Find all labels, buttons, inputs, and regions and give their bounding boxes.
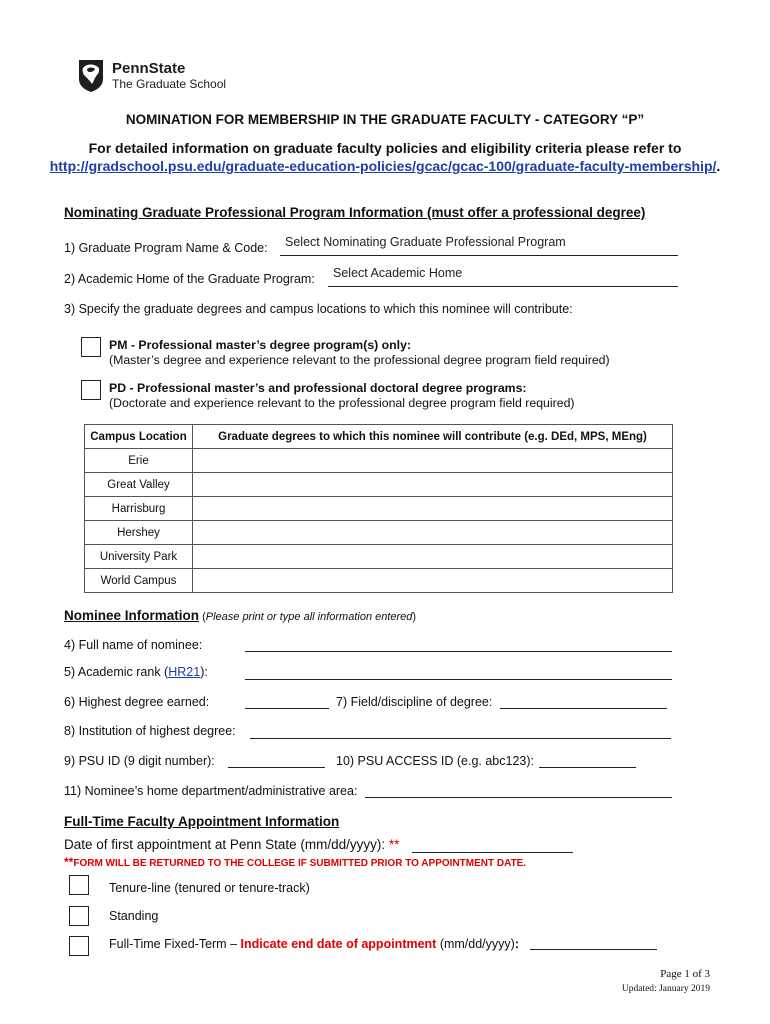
fixed-term-red: Indicate end date of appointment bbox=[240, 937, 437, 951]
table-row bbox=[85, 521, 673, 545]
table-row bbox=[85, 545, 673, 569]
fixed-term-checkbox[interactable] bbox=[69, 936, 89, 956]
q7-label: 7) Field/discipline of degree: bbox=[336, 695, 493, 709]
degrees-header: Graduate degrees to which this nominee will contribute (e.g. DEd, MPS, MEng) bbox=[193, 425, 673, 449]
standing-label: Standing bbox=[109, 909, 159, 923]
q4-label: 4) Full name of nominee: bbox=[64, 638, 203, 652]
appointment-section-heading: Full-Time Faculty Appointment Information bbox=[64, 814, 340, 829]
intro-text: For detailed information on graduate faculty policies and eligibility criteria please refer to bbox=[88, 140, 682, 156]
q5-prefix: 5) Academic rank ( bbox=[64, 665, 169, 679]
q11-label: 11) Nominee’s home department/administrative area: bbox=[64, 784, 358, 798]
fixed-term-prefix: Full-Time Fixed-Term – bbox=[109, 937, 241, 951]
intro-period: . bbox=[716, 158, 721, 174]
pd-checkbox[interactable] bbox=[81, 380, 101, 400]
warning-message: FORM WILL BE RETURNED TO THE COLLEGE IF SUBMITTED PRIOR TO APPOINTMENT DATE. bbox=[73, 858, 527, 869]
nominee-heading-line bbox=[64, 608, 416, 623]
q5-suffix: ): bbox=[200, 665, 208, 679]
table-row bbox=[85, 569, 673, 593]
tenure-line-label: Tenure-line (tenured or tenure-track) bbox=[109, 881, 310, 895]
degrees-input-cell[interactable] bbox=[193, 473, 673, 497]
campus-name: Erie bbox=[85, 449, 193, 473]
date-marker: ** bbox=[388, 837, 400, 852]
pd-title: PD - Professional master’s and professional doctoral degree programs: bbox=[109, 381, 527, 395]
nittany-lion-shield-icon bbox=[78, 59, 104, 93]
pd-note: (Doctorate and experience relevant to the professional degree program field required) bbox=[109, 396, 575, 410]
q5-label bbox=[64, 665, 208, 679]
access-id-field[interactable] bbox=[539, 767, 636, 768]
first-appointment-line bbox=[64, 837, 399, 852]
penn-state-logo bbox=[78, 59, 238, 99]
first-appointment-date-field[interactable] bbox=[412, 852, 573, 853]
degrees-input-cell[interactable] bbox=[193, 449, 673, 473]
standing-checkbox[interactable] bbox=[69, 906, 89, 926]
full-name-field[interactable] bbox=[245, 651, 672, 652]
nominee-note-close: ) bbox=[412, 611, 417, 623]
nominee-section-heading: Nominee Information bbox=[64, 608, 200, 623]
q2-label: 2) Academic Home of the Graduate Program: bbox=[64, 272, 315, 286]
q3-label: 3) Specify the graduate degrees and campus locations to which this nominee will contribute: bbox=[64, 302, 573, 316]
pm-checkbox[interactable] bbox=[81, 337, 101, 357]
campus-table bbox=[84, 424, 673, 593]
q2-underline bbox=[328, 286, 678, 287]
campus-name: Hershey bbox=[85, 521, 193, 545]
q1-label: 1) Graduate Program Name & Code: bbox=[64, 241, 268, 255]
campus-location-header: Campus Location bbox=[85, 425, 193, 449]
degrees-input-cell[interactable] bbox=[193, 569, 673, 593]
psu-id-field[interactable] bbox=[228, 767, 325, 768]
q9-label: 9) PSU ID (9 digit number): bbox=[64, 754, 215, 768]
degrees-input-cell[interactable] bbox=[193, 497, 673, 521]
academic-home-select[interactable]: Select Academic Home bbox=[333, 266, 463, 280]
updated-date: Updated: January 2019 bbox=[621, 984, 710, 994]
table-row bbox=[85, 497, 673, 521]
campus-name: Great Valley bbox=[85, 473, 193, 497]
date-label: Date of first appointment at Penn State (mm/dd/yyyy): bbox=[64, 837, 389, 852]
warning-text bbox=[64, 855, 526, 869]
q6-label: 6) Highest degree earned: bbox=[64, 695, 210, 709]
nominee-note-open: ( bbox=[199, 611, 206, 623]
q10-label: 10) PSU ACCESS ID (e.g. abc123): bbox=[336, 754, 535, 768]
logo-school: The Graduate School bbox=[112, 77, 227, 91]
campus-name: Harrisburg bbox=[85, 497, 193, 521]
q1-underline bbox=[280, 255, 678, 256]
pm-title: PM - Professional master’s degree program(s) only: bbox=[109, 338, 412, 352]
field-discipline-field[interactable] bbox=[500, 708, 667, 709]
fixed-term-colon: : bbox=[514, 937, 519, 951]
institution-field[interactable] bbox=[250, 738, 671, 739]
fixed-term-suffix: (mm/dd/yyyy) bbox=[436, 937, 515, 951]
highest-degree-field[interactable] bbox=[245, 708, 329, 709]
nominee-note: Please print or type all information entered bbox=[205, 611, 413, 623]
q8-label: 8) Institution of highest degree: bbox=[64, 724, 236, 738]
degrees-input-cell[interactable] bbox=[193, 521, 673, 545]
intro-link-line bbox=[0, 158, 770, 174]
end-date-field[interactable] bbox=[530, 949, 657, 950]
academic-rank-field[interactable] bbox=[245, 679, 672, 680]
degrees-input-cell[interactable] bbox=[193, 545, 673, 569]
table-header-row bbox=[85, 425, 673, 449]
logo-name: PennState bbox=[112, 60, 186, 77]
fixed-term-label bbox=[109, 937, 519, 951]
page-number: Page 1 of 3 bbox=[660, 968, 710, 980]
program-section-heading: Nominating Graduate Professional Program Information (must offer a professional degree) bbox=[64, 205, 646, 220]
table-row bbox=[85, 473, 673, 497]
tenure-line-checkbox[interactable] bbox=[69, 875, 89, 895]
hr21-link[interactable]: HR21 bbox=[168, 665, 201, 679]
program-select[interactable]: Select Nominating Graduate Professional Program bbox=[285, 235, 566, 249]
policy-link[interactable]: http://gradschool.psu.edu/graduate-education-policies/gcac/gcac-100/graduate-faculty-membership/ bbox=[49, 158, 717, 174]
table-row bbox=[85, 449, 673, 473]
form-title: NOMINATION FOR MEMBERSHIP IN THE GRADUATE FACULTY - CATEGORY “P” bbox=[125, 112, 645, 127]
warning-marker: ** bbox=[64, 855, 74, 869]
campus-name: World Campus bbox=[85, 569, 193, 593]
pm-note: (Master’s degree and experience relevant to the professional degree program field required) bbox=[109, 353, 610, 367]
campus-name: University Park bbox=[85, 545, 193, 569]
home-department-field[interactable] bbox=[365, 797, 672, 798]
